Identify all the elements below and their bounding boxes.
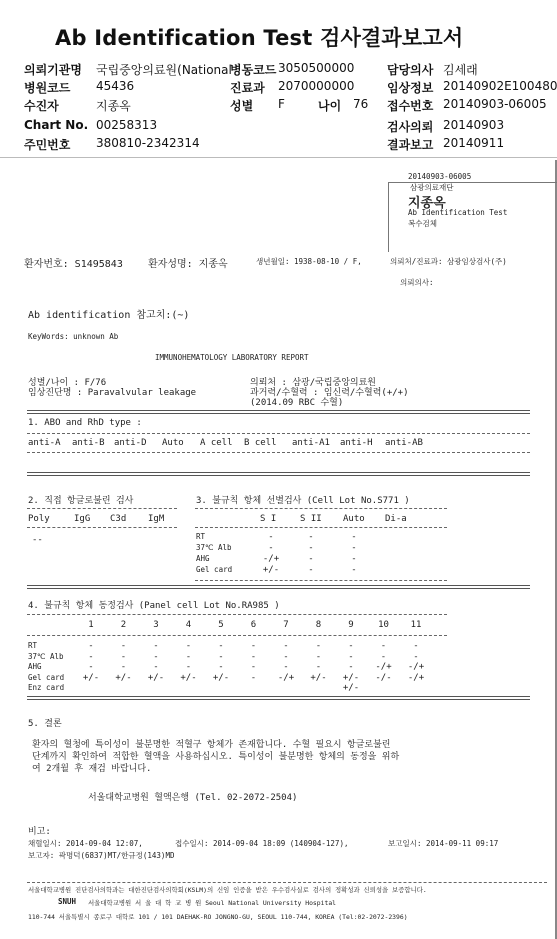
sec3-cell: -/+ [262, 554, 280, 564]
label-request-date: 검사의뢰 [387, 120, 434, 134]
sec4-cell: - [185, 651, 192, 662]
label-doctor: 담당의사 [387, 63, 434, 77]
hospital-name: 서울대학교병원 서 울 대 학 교 병 원 Seoul National University Hospital [88, 899, 337, 907]
received-time: 접수일시: 2014-09-04 18:09 (140904-127), [175, 839, 349, 848]
value-request-date: 20140903 [443, 118, 505, 132]
sec4-cell: +/- [147, 672, 165, 683]
snuh-logo: SNUH [58, 897, 77, 906]
sec4-cell: - [120, 662, 127, 672]
history: 과거력/수혈력 : 임신력/수혈력(+/+) [250, 388, 409, 398]
sec1-col-auto: Auto [162, 438, 184, 448]
divider-3 [27, 585, 530, 589]
sec4-cell: - [283, 662, 289, 672]
sec4-cell: -/+ [407, 662, 425, 672]
report-header [0, 0, 557, 158]
label-receipt-no: 접수번호 [387, 99, 434, 113]
sec4-row-label: RT [28, 641, 38, 650]
sec3-col-di-a: Di-a [385, 514, 407, 524]
sec2-rule-top [27, 508, 177, 509]
sec1-col-b-cell: B cell [244, 438, 277, 448]
sec4-cell: +/- [212, 672, 230, 683]
value-hospital-id: 45436 [96, 79, 135, 93]
sec4-col-1: 1 [88, 620, 94, 630]
value-report-date: 20140911 [443, 136, 505, 150]
sec3-cell: - [308, 565, 314, 575]
sec4-cell: - [348, 651, 354, 662]
sec1-col-anti-a1: anti-A1 [292, 438, 330, 448]
conclusion-line-3: 여 2개월 후 재검 바랍니다. [32, 764, 152, 774]
sec3-rule-mid [195, 527, 447, 528]
sex-age: 성별/나이 : F/76 [28, 378, 107, 388]
sec4-rule-top [27, 614, 447, 615]
diagnosis: 임상진단명 : Paravalvular leakage [28, 388, 197, 398]
sec3-cell: - [351, 532, 357, 542]
ref-title: Ab identification 참고치:(~) [28, 310, 190, 321]
sec4-cell: - [185, 662, 192, 672]
sec4-cell: +/- [180, 672, 197, 683]
sec3-title: 3. 불규칙 항체 선별검사 (Cell Lot No.S771 ) [196, 496, 410, 506]
sec1-title: 1. ABO and RhD type : [28, 418, 142, 428]
sec4-cell: - [380, 651, 387, 662]
reported-time: 보고일시: 2014-09-11 09:17 [388, 839, 499, 848]
value-age: 76 [353, 97, 369, 111]
hospital-address: 110-744 서울특별시 종로구 대학로 101 / 101 DAEHAK-RO JONGNO-GU, SEOUL 110-744, KOREA (Tel:02-2072-2396) [28, 913, 408, 921]
sec4-cell: -/+ [375, 662, 392, 672]
sec3-cell: - [351, 554, 357, 564]
divider-4 [27, 696, 530, 700]
sec4-cell: +/- [342, 683, 360, 693]
value-rrn: 380810-2342314 [96, 136, 200, 150]
sec3-col-s2: S II [300, 514, 322, 524]
footer-rule [27, 882, 547, 883]
sec4-cell: - [380, 641, 387, 651]
stamp-org: 삼광의료재단 [410, 183, 454, 192]
sec4-cell: - [250, 672, 257, 683]
label-clinical: 임상정보 [387, 81, 434, 95]
sec4-row-label: 37℃ Alb [28, 651, 64, 661]
label-ward-code: 병동코드 [230, 63, 277, 77]
sec4-cell: - [120, 651, 127, 662]
sec4-cell: - [185, 641, 192, 651]
sec3-cell: - [351, 543, 357, 553]
patient-no: 환자번호: S1495843 [24, 259, 123, 270]
stamp-test: Ab Identification Test [408, 208, 508, 217]
history-2: (2014.09 RBC 수혈) [250, 398, 344, 408]
sec4-row-label: AHG [28, 662, 42, 671]
sec2-rule-bottom [27, 527, 177, 528]
sec4-cell: - [218, 651, 224, 662]
sec4-cell: - [153, 662, 159, 672]
sec4-title: 4. 불규칙 항체 동정검사 (Panel cell Lot No.RA985 ) [28, 601, 280, 611]
sec4-col-11: 11 [410, 620, 422, 630]
sec2-title: 2. 직접 항글로불린 검사 [28, 496, 134, 506]
stamp-type: 복수검체 [408, 219, 437, 228]
sec1-col-anti-a: anti-A [28, 438, 61, 448]
sec4-cell: - [413, 651, 419, 662]
sec2-col-poly: Poly [28, 514, 50, 524]
label-rrn: 주민번호 [24, 138, 71, 152]
sec3-cell: - [351, 565, 357, 575]
sec3-cell: - [308, 543, 314, 553]
sec4-row-label: Gel card [28, 672, 65, 682]
sec4-cell: - [120, 641, 127, 651]
sec2-col-igm: IgM [148, 514, 165, 524]
sec3-col-s1: S I [260, 514, 277, 524]
sec4-cell: - [250, 651, 257, 662]
sec4-cell: - [348, 641, 354, 651]
sec4-cell: - [218, 662, 224, 672]
remark-label: 비고: [28, 827, 51, 837]
sec3-cell: - [268, 543, 274, 553]
label-recipient: 수진자 [24, 99, 59, 113]
sec4-cell: - [153, 651, 159, 662]
sec4-cell: - [413, 641, 419, 651]
sec3-cell: - [268, 532, 274, 542]
value-dept: 2070000000 [278, 79, 355, 93]
report-title: Ab Identification Test 검사결과보고서 [55, 26, 464, 50]
reporter: 보고자: 곽명덕(6837)MT/한규정(143)MD [28, 851, 175, 860]
sec4-cell: - [88, 641, 94, 651]
sec4-cell: +/- [310, 672, 327, 683]
sec3-rule-bottom [195, 580, 447, 581]
sec1-col-anti-ab: anti-AB [385, 438, 423, 448]
signature: 서울대학교병원 혈액은행 (Tel. 02-2072-2504) [88, 793, 298, 803]
sec4-rule-mid [27, 635, 447, 636]
sec4-cell: +/- [82, 672, 100, 683]
keywords: KeyWords: unknown Ab [28, 332, 119, 341]
sec3-rule-top [195, 508, 447, 509]
sec4-cell: - [250, 662, 257, 672]
sec4-col-3: 3 [153, 620, 159, 630]
value-ward-code: 3050500000 [278, 61, 355, 75]
sec3-row-label: Gel card [196, 565, 233, 574]
patient-req-dept: 의뢰처/진료과: 삼광임상검사(주) [390, 257, 507, 266]
sec2-row-value: -- [32, 535, 43, 545]
sec5-title: 5. 결론 [28, 719, 62, 729]
collected-time: 채혈일시: 2014-09-04 12:07, [28, 839, 143, 848]
sec1-col-anti-d: anti-D [114, 438, 147, 448]
sec2-col-igg: IgG [74, 514, 91, 524]
sec4-col-9: 9 [348, 620, 354, 630]
sec4-cell: - [348, 662, 354, 672]
conclusion-line-2: 단계까지 확인하여 적합한 혈액을 사용하십시오. 특이성이 불분명한 항체의 동정을 위하 [32, 752, 400, 762]
conclusion-line-1: 환자의 혈청에 특이성이 불분명한 적혈구 항체가 존재합니다. 수혈 필요시 항글로불린 [32, 740, 391, 750]
sec4-cell: - [250, 641, 257, 651]
value-requesting-hospital: 국립중앙의료원(National [96, 63, 232, 77]
sec1-col-anti-b: anti-B [72, 438, 105, 448]
label-sex: 성별 [230, 99, 254, 113]
value-recipient: 지종옥 [96, 99, 131, 113]
sec1-rule-bottom [27, 452, 530, 453]
label-requesting-hospital: 의뢰기관명 [24, 63, 82, 77]
sec4-cell: - [88, 651, 94, 662]
sec1-col-a-cell: A cell [200, 438, 233, 448]
sec2-col-c3d: C3d [110, 514, 127, 524]
sec4-cell: -/- [375, 672, 392, 683]
sec3-col-auto: Auto [343, 514, 365, 524]
sec4-cell: - [315, 641, 322, 651]
sec4-col-5: 5 [218, 620, 224, 630]
sec3-cell: - [308, 554, 314, 564]
sec4-cell: - [218, 641, 224, 651]
label-age: 나이 [318, 99, 342, 113]
scanned-report [0, 160, 557, 939]
sec4-col-4: 4 [185, 620, 192, 630]
accreditation-note: 서울대학교병원 진단검사의학과는 대한진단검사의학회(KSLM)의 신임 인증을 받은 우수검사실로 검사의 정확성과 신뢰성을 보증합니다. [28, 886, 427, 894]
sec1-rule-top [27, 433, 530, 434]
label-chart: Chart No. [24, 118, 89, 132]
sec4-cell: - [315, 651, 322, 662]
sec4-cell: -/+ [407, 672, 425, 683]
sec4-cell: -/+ [277, 672, 295, 683]
value-chart: 00258313 [96, 118, 158, 132]
sec4-col-6: 6 [250, 620, 257, 630]
value-receipt-no: 20140903-06005 [443, 97, 547, 111]
sec3-cell: - [308, 532, 314, 542]
sec4-col-2: 2 [120, 620, 127, 630]
sec4-cell: - [153, 641, 159, 651]
sec3-row-label: 37℃ Alb [196, 543, 232, 552]
sec4-col-7: 7 [283, 620, 289, 630]
sec3-row-label: AHG [196, 554, 210, 563]
label-dept: 진료과 [230, 81, 265, 95]
sec3-cell: +/- [262, 565, 280, 575]
requester: 의뢰처 : 삼광/국립중앙의료원 [250, 378, 377, 388]
divider-1 [27, 410, 530, 414]
sec4-col-8: 8 [315, 620, 322, 630]
label-hospital-id: 병원코드 [24, 81, 71, 95]
stamp-name: 지종옥 [408, 196, 446, 211]
divider-2 [27, 472, 530, 476]
sec4-col-10: 10 [378, 620, 389, 630]
stamp-receipt: 20140903-06005 [408, 172, 472, 181]
value-doctor: 김세래 [443, 63, 478, 77]
sec4-cell: - [88, 662, 94, 672]
patient-dob: 생년월일: 1938-08-10 / F, [256, 257, 362, 266]
patient-req-doctor: 의뢰의사: [400, 278, 434, 287]
value-sex: F [278, 97, 285, 111]
sec3-row-label: RT [196, 532, 206, 541]
sec1-col-anti-h: anti-H [340, 438, 373, 448]
lab-title: IMMUNOHEMATOLOGY LABORATORY REPORT [155, 353, 309, 362]
sec4-cell: - [315, 662, 322, 672]
value-clinical: 20140902E100480 [443, 79, 557, 93]
label-report-date: 결과보고 [387, 138, 434, 152]
patient-name: 환자성명: 지종옥 [148, 259, 228, 270]
sec4-row-label: Enz card [28, 683, 65, 692]
sec4-cell: - [283, 641, 289, 651]
sec4-cell: +/- [342, 672, 360, 683]
sec4-cell: +/- [115, 672, 132, 683]
sec4-cell: - [283, 651, 289, 662]
